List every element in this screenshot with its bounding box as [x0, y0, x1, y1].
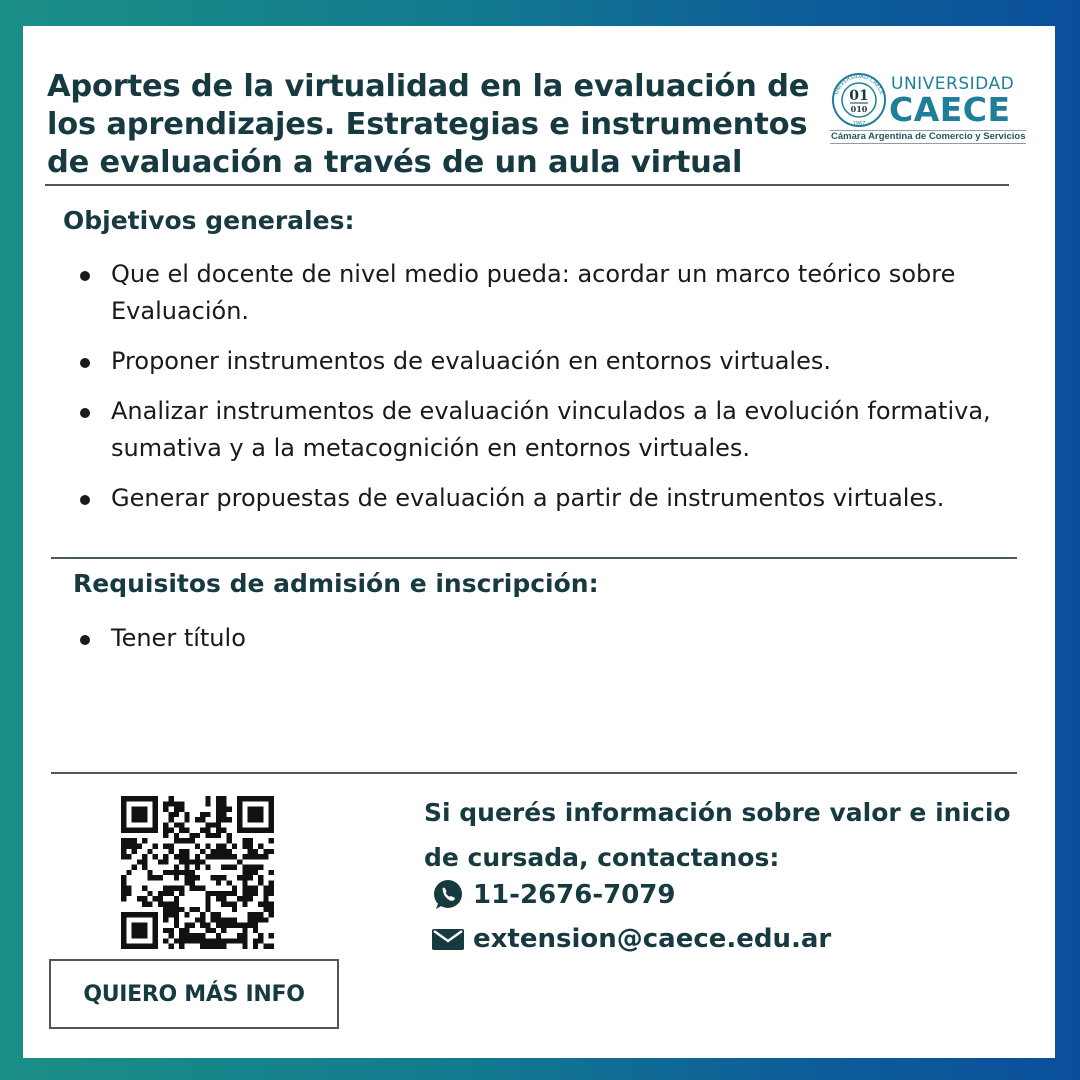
- envelope-icon: [431, 926, 465, 952]
- page-title: Aportes de la virtualidad en la evaluación de los aprendizajes. Estrategias e instrumentos de evaluación a través de un aula virtual: [47, 69, 810, 180]
- requisitos-list: [51, 620, 991, 670]
- list-item: Analizar instrumentos de evaluación vinculados a la evolución formativa, sumativa y a la metacognición en entornos virtuales.: [51, 393, 991, 467]
- phone-number: 11-2676-7079: [473, 880, 676, 910]
- whatsapp-icon: [431, 878, 465, 912]
- logo-word-top: UNIVERSIDAD: [891, 74, 1015, 94]
- divider-top: [45, 184, 1009, 186]
- university-seal-icon: [831, 72, 887, 128]
- list-item: Que el docente de nivel medio pueda: acordar un marco teórico sobre Evaluación.: [51, 256, 991, 330]
- logo-word-main: CAECE: [889, 90, 1011, 129]
- quiero-mas-info-button[interactable]: QUIERO MÁS INFO: [49, 959, 339, 1029]
- contact-phone[interactable]: [431, 878, 676, 912]
- objetivos-heading: Objetivos generales:: [63, 206, 355, 235]
- divider-bottom: [51, 772, 1017, 774]
- content-card: [23, 26, 1055, 1058]
- requisitos-heading: Requisitos de admisión e inscripción:: [73, 569, 599, 598]
- contact-heading: Si querés información sobre valor e inicio de cursada, contactanos:: [424, 798, 1011, 872]
- objetivos-list: [51, 256, 991, 530]
- list-item: Generar propuestas de evaluación a partir de instrumentos virtuales.: [51, 480, 991, 517]
- list-item: Proponer instrumentos de evaluación en entornos virtuales.: [51, 343, 991, 380]
- svg-text:1967: 1967: [852, 121, 866, 127]
- logo-subtitle: Cámara Argentina de Comercio y Servicios: [831, 131, 1026, 142]
- contact-email[interactable]: [431, 924, 831, 954]
- qr-code-icon[interactable]: [121, 796, 274, 949]
- email-address: extension@caece.edu.ar: [473, 924, 832, 954]
- caece-logo: [829, 70, 1026, 150]
- divider-middle: [51, 557, 1017, 559]
- svg-text:UNIVERSIDAD CAECE: UNIVERSIDAD CAECE: [833, 73, 885, 96]
- svg-text:010: 010: [850, 104, 868, 114]
- svg-text:01: 01: [849, 88, 869, 104]
- list-item: Tener título: [51, 620, 991, 657]
